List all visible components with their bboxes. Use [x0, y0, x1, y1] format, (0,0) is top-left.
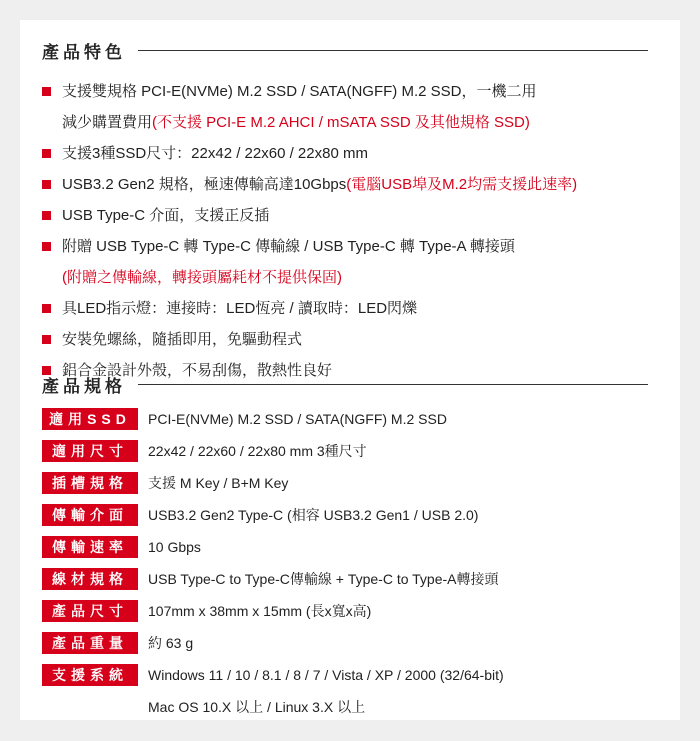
bullet-square-icon — [42, 149, 51, 158]
feature-text-line — [62, 175, 662, 195]
spec-label: 傳輸速率 — [42, 536, 138, 558]
feature-text: USB Type-C 介面，支援正反插 — [62, 207, 270, 224]
feature-item — [42, 144, 662, 164]
feature-text: USB3.2 Gen2 規格，極速傳輸高達10Gbps — [62, 176, 347, 193]
product-card — [20, 20, 680, 720]
feature-item — [42, 206, 662, 226]
spec-label: 傳輸介面 — [42, 504, 138, 526]
bullet-square-icon — [42, 335, 51, 344]
spec-row — [42, 472, 662, 498]
feature-item — [42, 237, 662, 288]
feature-text-part: 減少購置費用 — [62, 114, 153, 131]
bullet-square-icon — [42, 180, 51, 189]
feature-note-red: (附贈之傳輸線，轉接頭屬耗材不提供保固) — [62, 269, 342, 286]
specs-title: 產品規格 — [42, 377, 126, 396]
spec-row — [42, 568, 662, 594]
spec-row — [42, 408, 662, 434]
features-list — [42, 82, 662, 392]
feature-note-red: (電腦USB埠及M.2均需支援此速率) — [346, 176, 578, 193]
feature-item — [42, 330, 662, 350]
spec-label: 適用尺寸 — [42, 440, 138, 462]
spec-value: 107mm x 38mm x 15mm (長x寬x高) — [148, 603, 372, 619]
spec-value-line2: Mac OS 10.X 以上 / Linux 3.X 以上 — [148, 699, 366, 715]
spec-row — [42, 536, 662, 562]
spec-label: 產品尺寸 — [42, 600, 138, 622]
spec-value: Windows 11 / 10 / 8.1 / 8 / 7 / Vista / XP / 2000 (32/64-bit) — [148, 667, 504, 683]
feature-text-line2 — [62, 113, 662, 133]
spec-label: 線材規格 — [42, 568, 138, 590]
spec-label: 插槽規格 — [42, 472, 138, 494]
spec-row — [42, 600, 662, 626]
feature-item — [42, 299, 662, 319]
bullet-square-icon — [42, 87, 51, 96]
spec-value: 10 Gbps — [148, 539, 201, 555]
feature-text: 安裝免螺絲，隨插即用，免驅動程式 — [62, 331, 303, 348]
spec-value: PCI-E(NVMe) M.2 SSD / SATA(NGFF) M.2 SSD — [148, 411, 447, 427]
spec-value: 支援 M Key / B+M Key — [148, 475, 289, 491]
specs-divider — [138, 384, 648, 385]
bullet-square-icon — [42, 242, 51, 251]
feature-item — [42, 175, 662, 195]
spec-value: 約 63 g — [148, 635, 194, 651]
feature-text: 附贈 USB Type-C 轉 Type-C 傳輸線 / USB Type-C 轉 Type-A 轉接頭 — [62, 238, 515, 255]
features-header — [42, 38, 648, 63]
spec-label: 支援系統 — [42, 664, 138, 686]
spec-row — [42, 440, 662, 466]
spec-label: 產品重量 — [42, 632, 138, 654]
features-divider — [138, 50, 648, 51]
spec-row — [42, 504, 662, 530]
feature-text: 支援3種SSD尺寸：22x42 / 22x60 / 22x80 mm — [62, 145, 368, 162]
specs-header — [42, 372, 648, 397]
feature-note-red: (不支援 PCI-E M.2 AHCI / mSATA SSD 及其他規格 SSD) — [152, 114, 530, 131]
feature-item — [42, 82, 662, 133]
feature-text: 具LED指示燈：連接時：LED恆亮 / 讀取時：LED閃爍 — [62, 300, 418, 317]
spec-label: 適用SSD — [42, 408, 138, 430]
bullet-square-icon — [42, 211, 51, 220]
spec-value: USB Type-C to Type-C傳輸線 + Type-C to Type-A轉接頭 — [148, 571, 499, 587]
bullet-square-icon — [42, 304, 51, 313]
feature-text: 支援雙規格 PCI-E(NVMe) M.2 SSD / SATA(NGFF) M.2 SSD，一機二用 — [62, 83, 537, 100]
spec-value: USB3.2 Gen2 Type-C (相容 USB3.2 Gen1 / USB 2.0) — [148, 507, 479, 523]
spec-value: 22x42 / 22x60 / 22x80 mm 3種尺寸 — [148, 443, 367, 459]
feature-text: 鋁合金設計外殼，不易刮傷，散熱性良好 — [62, 362, 333, 379]
spec-value-multiline — [148, 664, 504, 718]
spec-row — [42, 632, 662, 658]
features-title: 產品特色 — [42, 43, 126, 62]
specs-table — [42, 408, 662, 715]
spec-row — [42, 664, 662, 715]
